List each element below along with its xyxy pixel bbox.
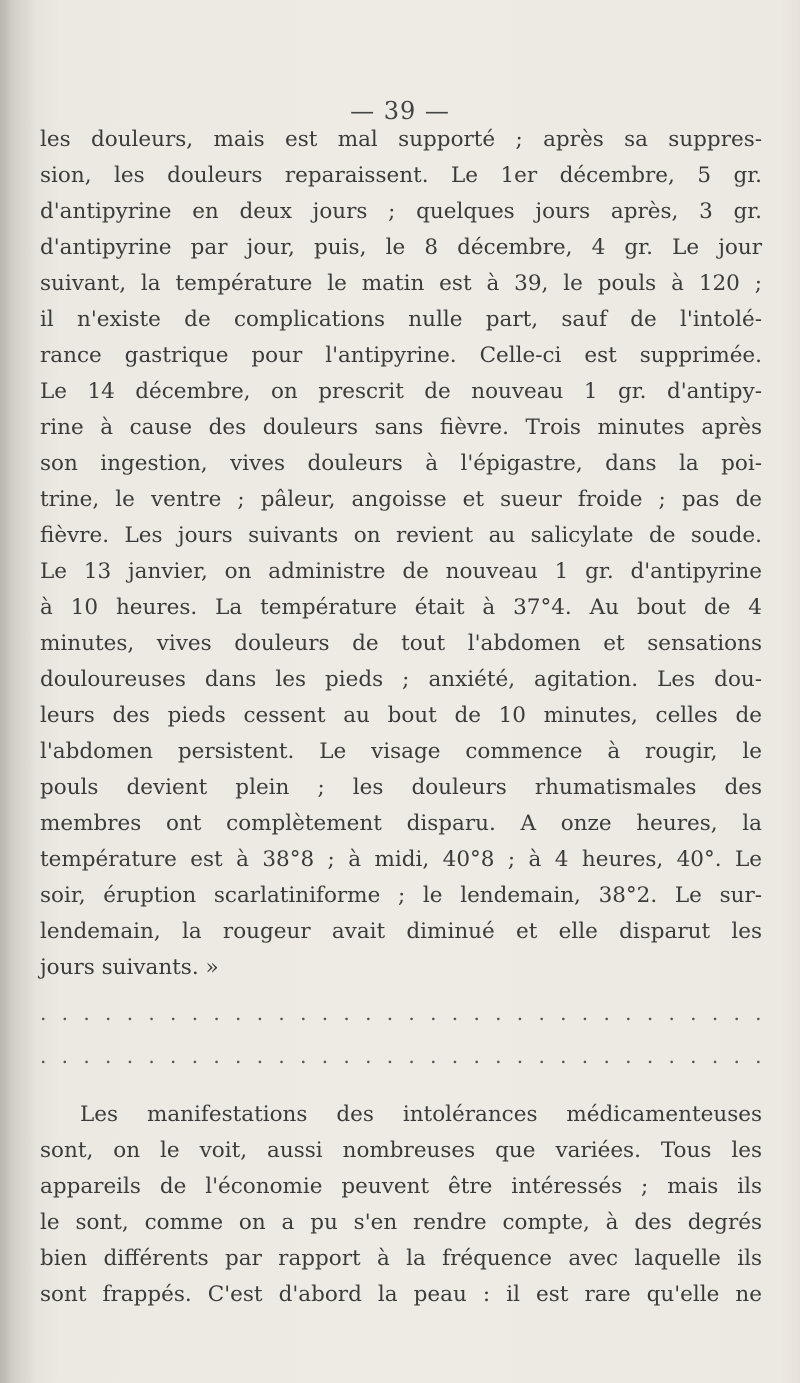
dotted-ellipsis-row: . . . . . . . . . . . . . . . . . . . . . . . . . . . . . . . . . . bbox=[40, 1044, 762, 1068]
text-line: sion, les douleurs reparaissent. Le 1er décembre, 5 gr. bbox=[40, 163, 762, 188]
text-line: Les manifestations des intolérances médicamenteuses bbox=[80, 1102, 762, 1127]
text-line: d'antipyrine en deux jours ; quelques jours après, 3 gr. bbox=[40, 199, 762, 224]
text-line: fièvre. Les jours suivants on revient au salicylate de soude. bbox=[40, 523, 762, 548]
text-line: sont frappés. C'est d'abord la peau : il est rare qu'elle ne bbox=[40, 1282, 762, 1307]
dotted-ellipsis-row: . . . . . . . . . . . . . . . . . . . . . . . . . . . . . . . . . . bbox=[40, 1001, 762, 1025]
text-line: douloureuses dans les pieds ; anxiété, agitation. Les dou- bbox=[40, 667, 762, 692]
page-number: — 39 — bbox=[350, 97, 450, 125]
text-line: son ingestion, vives douleurs à l'épigastre, dans la poi- bbox=[40, 451, 762, 476]
page-spine-shadow bbox=[0, 0, 36, 1383]
text-line: rance gastrique pour l'antipyrine. Celle-ci est supprimée. bbox=[40, 343, 762, 368]
text-line: trine, le ventre ; pâleur, angoisse et sueur froide ; pas de bbox=[40, 487, 762, 512]
text-line: membres ont complètement disparu. A onze heures, la bbox=[40, 811, 762, 836]
text-line: rine à cause des douleurs sans fièvre. Trois minutes après bbox=[40, 415, 762, 440]
paragraph-body bbox=[40, 1097, 762, 1313]
text-line: les douleurs, mais est mal supporté ; après sa suppres- bbox=[40, 127, 762, 152]
text-line: sont, on le voit, aussi nombreuses que variées. Tous les bbox=[40, 1138, 762, 1163]
text-line: il n'existe de complications nulle part, sauf de l'intolé- bbox=[40, 307, 762, 332]
text-line: suivant, la température le matin est à 39, le pouls à 120 ; bbox=[40, 271, 762, 296]
text-line: jours suivants. » bbox=[40, 955, 219, 980]
text-line: le sont, comme on a pu s'en rendre compte, à des degrés bbox=[40, 1210, 762, 1235]
text-line: appareils de l'économie peuvent être intéressés ; mais ils bbox=[40, 1174, 762, 1199]
text-line: bien différents par rapport à la fréquence avec laquelle ils bbox=[40, 1246, 762, 1271]
text-line: pouls devient plein ; les douleurs rhumatismales des bbox=[40, 775, 762, 800]
text-line: Le 13 janvier, on administre de nouveau 1 gr. d'antipyrine bbox=[40, 559, 762, 584]
text-line: à 10 heures. La température était à 37°4. Au bout de 4 bbox=[40, 595, 762, 620]
text-line: d'antipyrine par jour, puis, le 8 décembre, 4 gr. Le jour bbox=[40, 235, 762, 260]
text-line: soir, éruption scarlatiniforme ; le lendemain, 38°2. Le sur- bbox=[40, 883, 762, 908]
text-line: minutes, vives douleurs de tout l'abdomen et sensations bbox=[40, 631, 762, 656]
text-line: Le 14 décembre, on prescrit de nouveau 1 gr. d'antipy- bbox=[40, 379, 762, 404]
text-line: leurs des pieds cessent au bout de 10 minutes, celles de bbox=[40, 703, 762, 728]
text-line: lendemain, la rougeur avait diminué et elle disparut les bbox=[40, 919, 762, 944]
paragraph-continuation bbox=[40, 122, 762, 986]
text-line: l'abdomen persistent. Le visage commence à rougir, le bbox=[40, 739, 762, 764]
text-line: température est à 38°8 ; à midi, 40°8 ; à 4 heures, 40°. Le bbox=[40, 847, 762, 872]
